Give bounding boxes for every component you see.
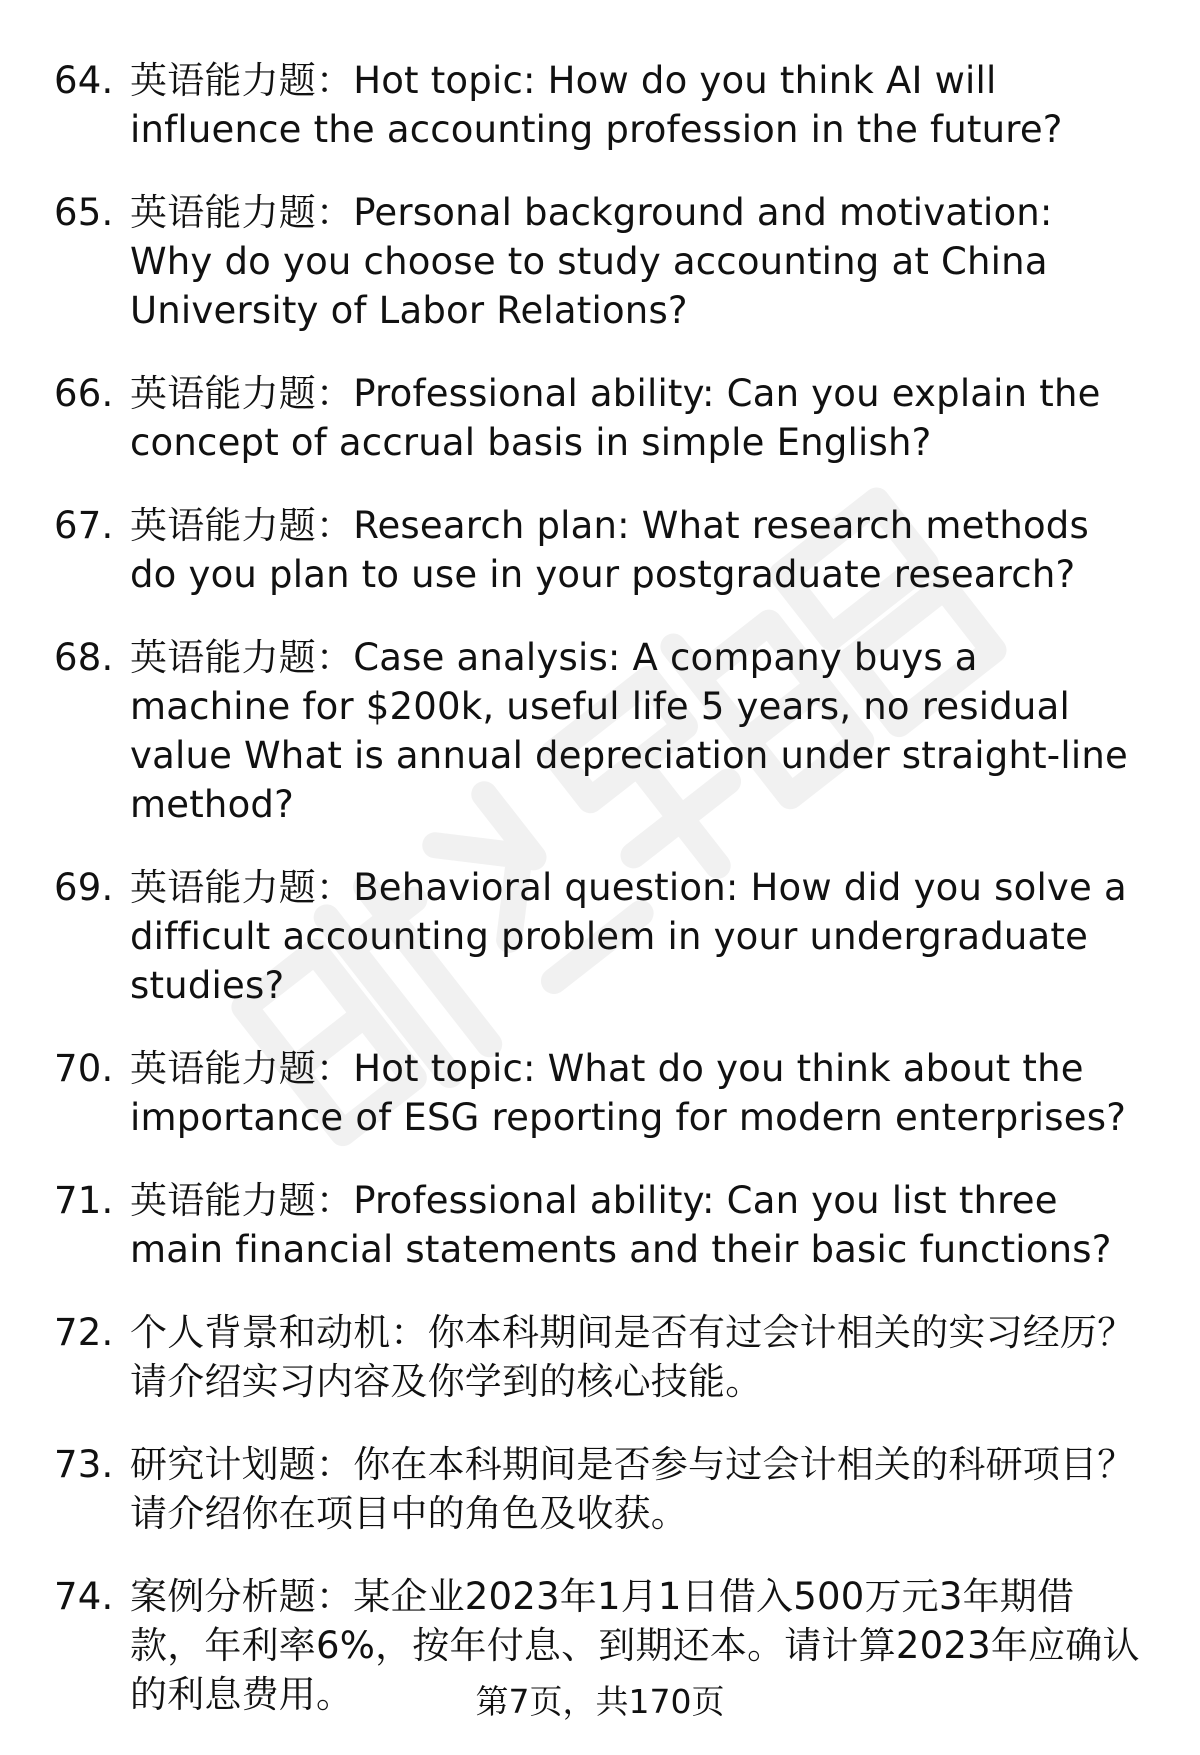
question-item [0,1176,1200,1274]
question-number: 70. [54,1047,114,1090]
question-number: 73. [54,1443,114,1486]
question-text: 英语能力题：Professional ability: Can you explain the concept of accrual basis in simple English? [130,372,1101,464]
question-number: 69. [54,866,114,909]
question-text: 英语能力题：Behavioral question: How did you solve a difficult accounting problem in your undergraduate studies? [130,866,1127,1007]
question-number: 65. [54,191,114,234]
question-text: 个人背景和动机：你本科期间是否有过会计相关的实习经历？请介绍实习内容及你学到的核心技能。 [130,1311,1135,1403]
question-number: 68. [54,636,114,679]
question-item [0,863,1200,1010]
question-text: 案例分析题：某企业2023年1月1日借入500万元3年期借款，年利率6%，按年付息、到期还本。请计算2023年应确认的利息费用。 [130,1575,1140,1716]
question-number: 72. [54,1311,114,1354]
question-item [0,1308,1200,1406]
question-item [0,1440,1200,1538]
question-text: 研究计划题：你在本科期间是否参与过会计相关的科研项目？请介绍你在项目中的角色及收获。 [130,1443,1135,1535]
question-text: 英语能力题：Hot topic: How do you think AI will influence the accounting profession in the future? [130,59,1063,151]
question-text: 英语能力题：Personal background and motivation: Why do you choose to study accounting at China University of Labor Relations? [130,191,1053,332]
page-footer: 第7页，共170页 [475,1682,725,1721]
question-number: 66. [54,372,114,415]
question-number: 64. [54,59,114,102]
question-list [0,56,1200,1753]
question-text: 英语能力题：Research plan: What research methods do you plan to use in your postgraduate research? [130,504,1089,596]
question-text: 英语能力题：Case analysis: A company buys a machine for $200k, useful life 5 years, no residual value What is annual depreciation under straight-line method? [130,636,1128,826]
question-text: 英语能力题：Hot topic: What do you think about the importance of ESG reporting for modern enterprises? [130,1047,1127,1139]
question-text: 英语能力题：Professional ability: Can you list three main financial statements and their basic functions? [130,1179,1112,1271]
question-item [0,633,1200,829]
question-item [0,501,1200,599]
question-item [0,56,1200,154]
question-item [0,369,1200,467]
question-number: 74. [54,1575,114,1618]
question-item [0,1044,1200,1142]
question-item [0,188,1200,335]
question-number: 67. [54,504,114,547]
question-number: 71. [54,1179,114,1222]
